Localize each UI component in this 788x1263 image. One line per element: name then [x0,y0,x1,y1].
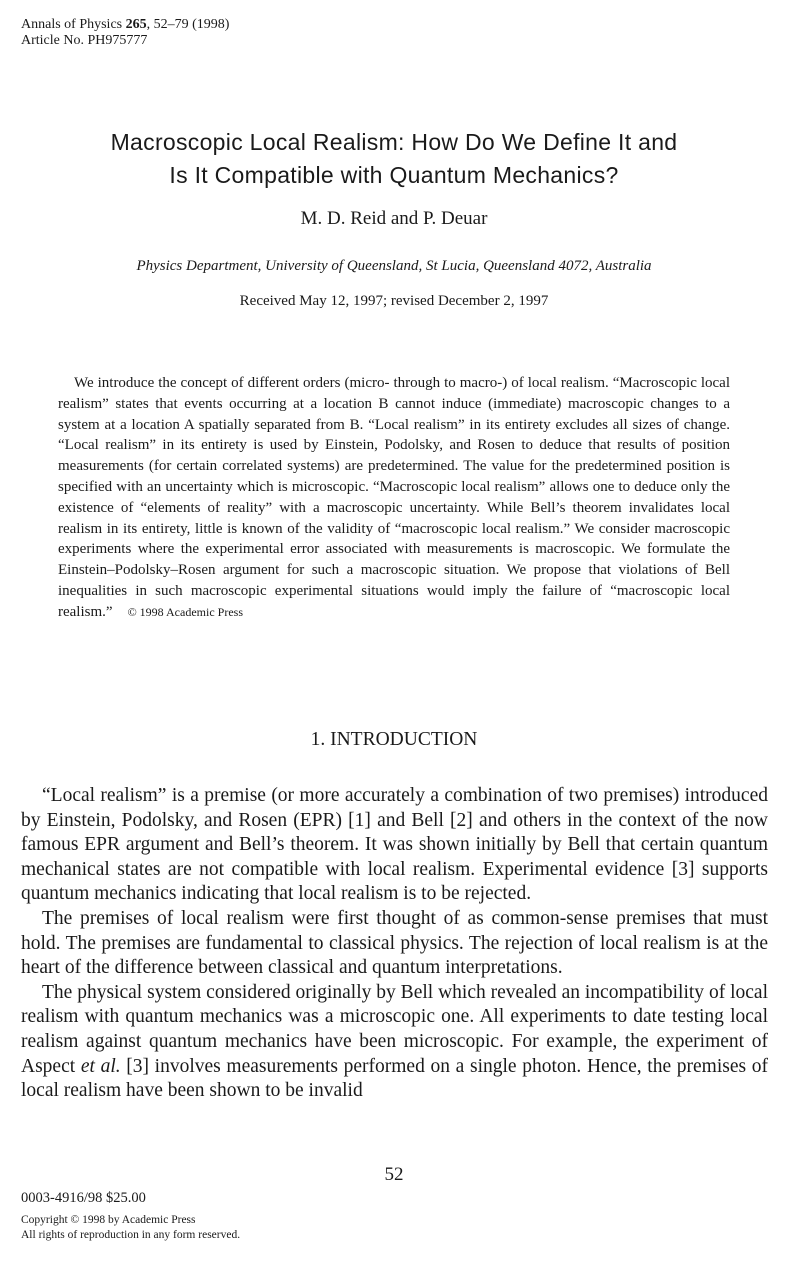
paragraph-3-start: The physical system considered originally by Bell which revealed an incompatibility of local realism with quantum mechanics was a microscopic one. All experiments to date testing local realism against quantum mechanics have been microscopic. For example, the experiment of Aspect [21,981,768,1077]
footer-rights: All rights of reproduction in any form reserved. [21,1229,241,1241]
paper-title [0,126,788,192]
affiliation: Physics Department, University of Queensland, St Lucia, Queensland 4072, Australia [136,258,652,274]
paragraph-3 [21,981,768,1104]
footer-copyright: Copyright © 1998 by Academic Press [21,1214,196,1226]
title-line-2: Is It Compatible with Quantum Mechanics? [169,162,619,188]
et-al: et al. [80,1055,121,1077]
body-text [21,784,768,1104]
article-number: Article No. PH975777 [21,33,148,48]
abstract-text: We introduce the concept of different orders (micro- through to macro-) of local realism. “Macroscopic local realism” states that events occurring at a location B cannot induce (immediate) macroscopic changes to a system at a location A spatially separated from B. “Local realism” in its entirety excludes all sizes of change. “Local realism” in its entirety is used by Einstein, Podolsky, and Rosen to deduce that results of position measurements (for certain correlated systems) are predetermined. The value for the predetermined position is specified with an uncertainty which is microscopic. “Macroscopic local realism” allows one to deduce only the existence of “elements of reality” with a macroscopic uncertainty. While Bell’s theorem invalidates local realism in its entirety, little is known of the validity of “macroscopic local realism.” We consider macroscopic experiments where the experimental error associated with measurements is macroscopic. We formulate the Einstein–Podolsky–Rosen argument for such a macroscopic situation. We propose that violations of Bell inequalities in such macroscopic experimental situations would imply the failure of “macroscopic local realism.” [58,375,730,620]
received-dates: Received May 12, 1997; revised December 2, 1997 [239,293,549,309]
journal-name: Annals of Physics [21,17,123,32]
section-heading: 1. INTRODUCTION [310,729,478,750]
paragraph-1: “Local realism” is a premise (or more accurately a combination of two premises) introduced by Einstein, Podolsky, and Rosen (EPR) [1] and Bell [2] and others in the context of the now famous EPR argument and Bell’s theorem. It was shown initially by Bell that certain quantum mechanical states are not compatible with local realism. Experimental evidence [3] supports quantum mechanics indicating that local realism is to be rejected. [21,785,768,905]
page-number: 52 [384,1164,404,1185]
volume-number: 265 [125,17,147,32]
citation-line [21,17,229,33]
footer [21,1189,240,1243]
paragraph-2: The premises of local realism were first thought of as common-sense premises that must hold. The premises are fundamental to classical physics. The rejection of local realism is at the heart of the difference between classical and quantum interpretations. [21,907,768,979]
abstract [58,373,730,623]
authors: M. D. Reid and P. Deuar [300,208,488,229]
title-line-1: Macroscopic Local Realism: How Do We Define It and [110,129,678,155]
issn-price: 0003-4916/98 $25.00 [21,1190,146,1206]
paragraph-3-end: [3] involves measurements performed on a single photon. Hence, the premises of local realism have been shown to be invalid [21,1055,768,1102]
abstract-copyright: © 1998 Academic Press [127,604,243,619]
journal-header [21,17,229,49]
pages-year: , 52–79 (1998) [146,17,230,32]
